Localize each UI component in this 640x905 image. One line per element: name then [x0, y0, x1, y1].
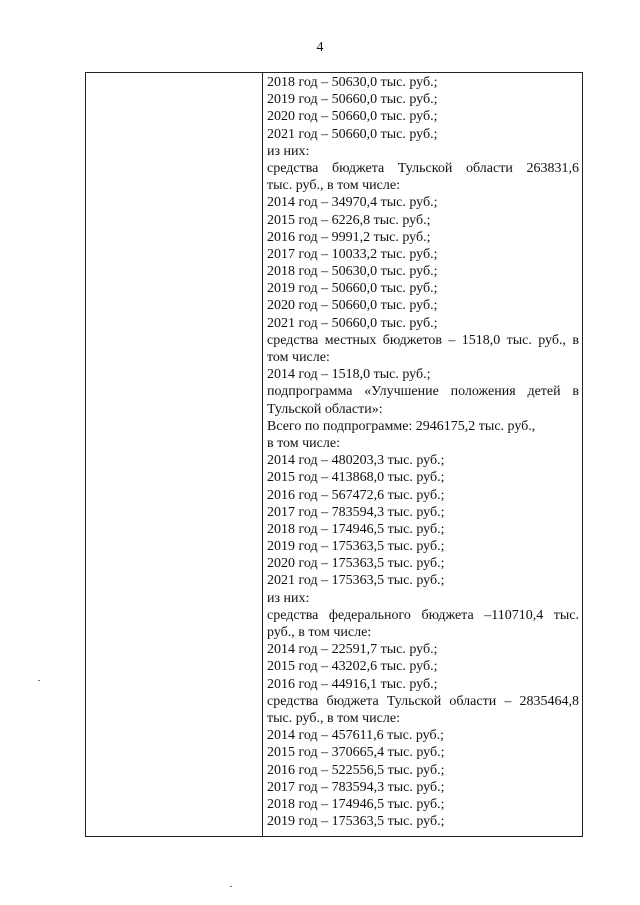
- text-line: средства бюджета Тульской области – 2835464,8: [267, 693, 579, 709]
- text-line: подпрограмма «Улучшение положения детей в: [267, 384, 579, 400]
- text-line: средства федерального бюджета –110710,4 тыс.: [267, 607, 579, 623]
- text-line: 2014 год – 480203,3 тыс. руб.;: [267, 453, 445, 469]
- text-line: из них:: [267, 143, 310, 159]
- text-line: Тульской области»:: [267, 401, 383, 417]
- text-line: 2014 год – 22591,7 тыс. руб.;: [267, 642, 438, 658]
- text-line: 2018 год – 50630,0 тыс. руб.;: [267, 75, 438, 90]
- text-line: 2021 год – 175363,5 тыс. руб.;: [267, 573, 445, 589]
- funding-table: [85, 72, 583, 837]
- text-line: 2016 год – 44916,1 тыс. руб.;: [267, 676, 438, 692]
- table-column-divider: [262, 73, 263, 836]
- text-line: 2017 год – 783594,3 тыс. руб.;: [267, 504, 445, 520]
- text-line: в том числе:: [267, 435, 340, 451]
- text-line: средства бюджета Тульской области 263831,6: [267, 160, 579, 176]
- text-line: 2014 год – 34970,4 тыс. руб.;: [267, 195, 438, 211]
- text-line: 2016 год – 9991,2 тыс. руб.;: [267, 229, 431, 245]
- page-number: 4: [316, 40, 324, 55]
- text-line: 2019 год – 175363,5 тыс. руб.;: [267, 539, 445, 555]
- text-line: 2015 год – 43202,6 тыс. руб.;: [267, 659, 438, 675]
- text-line: 2017 год – 783594,3 тыс. руб.;: [267, 779, 445, 795]
- text-line: 2015 год – 413868,0 тыс. руб.;: [267, 470, 445, 486]
- text-line: средства местных бюджетов – 1518,0 тыс. руб., в: [267, 332, 579, 348]
- text-line: руб., в том числе:: [267, 625, 372, 640]
- text-line: том числе:: [267, 350, 330, 365]
- text-line: тыс. руб., в том числе:: [267, 178, 400, 194]
- text-line: 2016 год – 522556,5 тыс. руб.;: [267, 762, 445, 778]
- text-line: 2021 год – 50660,0 тыс. руб.;: [267, 315, 438, 331]
- text-line: 2017 год – 10033,2 тыс. руб.;: [267, 246, 438, 262]
- table-right-cell: [267, 74, 579, 830]
- text-line: 2014 год – 1518,0 тыс. руб.;: [267, 367, 431, 383]
- text-line: 2020 год – 175363,5 тыс. руб.;: [267, 556, 445, 572]
- text-line: 2015 год – 370665,4 тыс. руб.;: [267, 745, 445, 761]
- text-line: 2020 год – 50660,0 тыс. руб.;: [267, 109, 438, 125]
- text-line: 2018 год – 174946,5 тыс. руб.;: [267, 521, 445, 537]
- text-line: 2019 год – 50660,0 тыс. руб.;: [267, 92, 438, 108]
- text-line: 2021 год – 50660,0 тыс. руб.;: [267, 126, 438, 142]
- text-line: 2014 год – 457611,6 тыс. руб.;: [267, 728, 444, 744]
- text-line: 2019 год – 50660,0 тыс. руб.;: [267, 281, 438, 297]
- text-line: тыс. руб., в том числе:: [267, 710, 400, 726]
- scan-speck: [230, 886, 232, 887]
- scan-speck: [38, 680, 40, 681]
- text-line: 2018 год – 174946,5 тыс. руб.;: [267, 796, 445, 812]
- text-line: 2018 год – 50630,0 тыс. руб.;: [267, 264, 438, 280]
- text-line: 2020 год – 50660,0 тыс. руб.;: [267, 298, 438, 314]
- text-line: 2019 год – 175363,5 тыс. руб.;: [267, 814, 445, 830]
- text-line: 2016 год – 567472,6 тыс. руб.;: [267, 487, 445, 503]
- text-line: из них:: [267, 590, 310, 606]
- text-line: 2015 год – 6226,8 тыс. руб.;: [267, 212, 431, 228]
- text-line: Всего по подпрограмме: 2946175,2 тыс. руб.,: [267, 418, 536, 434]
